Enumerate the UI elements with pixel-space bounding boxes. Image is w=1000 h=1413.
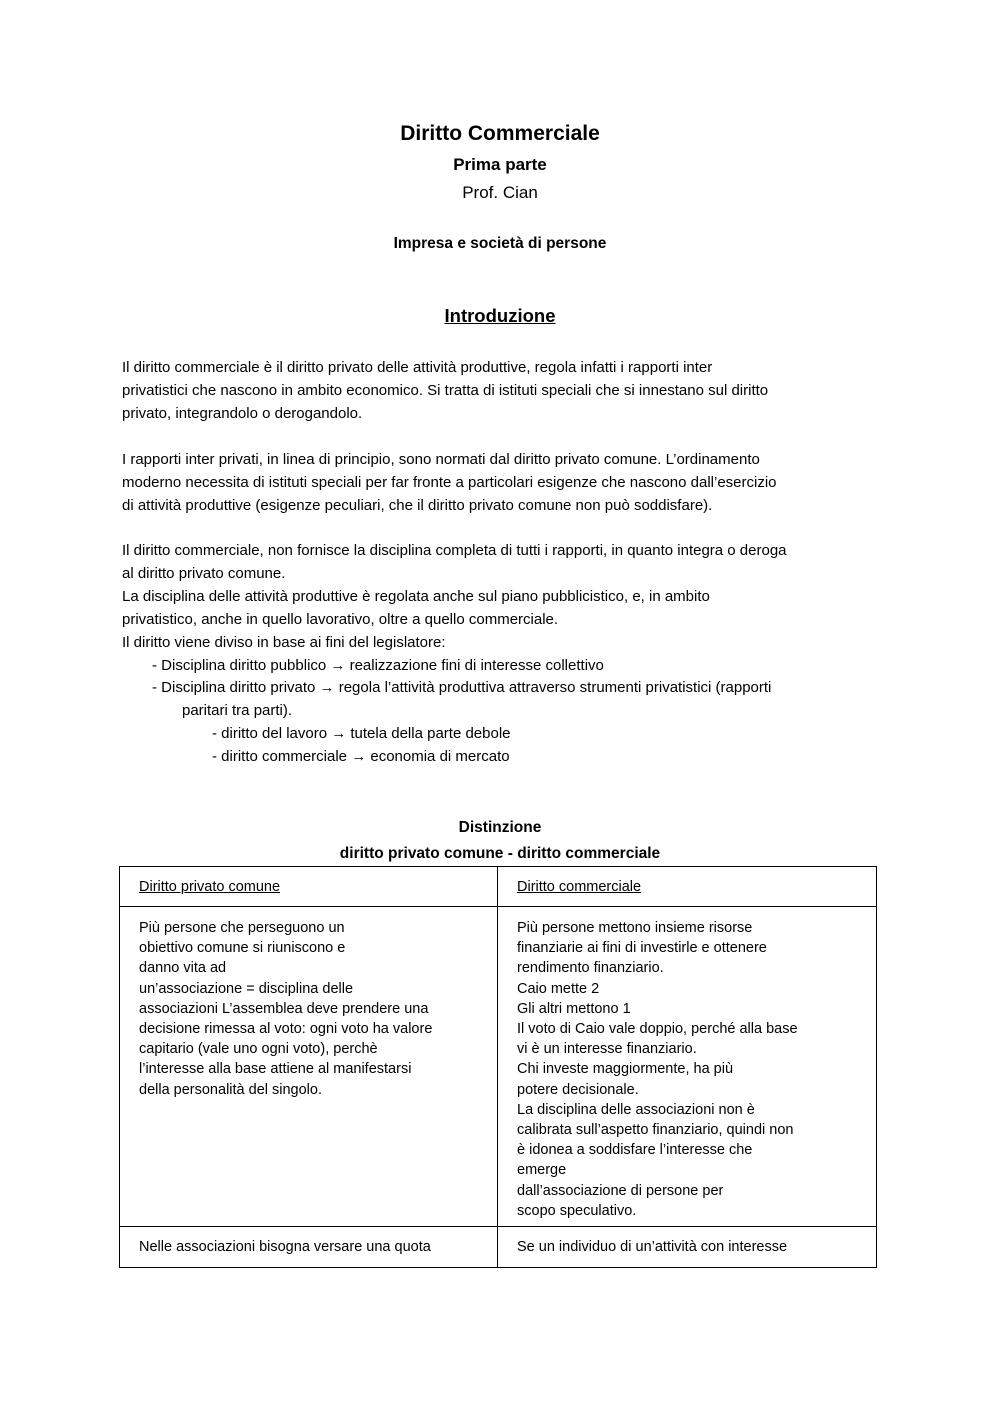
text-line: La disciplina delle attività produttive è regolata anche sul piano pubblicistico, e, in ambito [122,587,710,605]
text-line: I rapporti inter privati, in linea di principio, sono normati dal diritto privato comune. L’ordinamento [122,451,760,468]
document-title: Diritto Commerciale [400,122,600,145]
text-line: privatistico, anche in quello lavorativo, oltre a quello commerciale. [122,610,559,628]
table-row [120,1227,877,1268]
cell-line: decisione rimessa al voto: ogni voto ha valore [139,1021,433,1038]
table-cell-diritto-commerciale [498,907,877,1227]
text-line: moderno necessita di istituti speciali per far fronte a particolari esigenze che nascono dall’esercizio [122,473,777,491]
cell-line: Chi investe maggiormente, ha più [517,1061,734,1078]
cell-line: capitario (vale uno ogni voto), perchè [139,1041,378,1058]
text-line: Il diritto commerciale è il diritto privato delle attività produttive, regola infatti i rapporti inter [122,359,713,376]
cell-line: Caio mette 2 [517,980,600,997]
paragraph-rapporti [122,449,882,518]
cell-line: associazioni L’assemblea deve prendere una [139,1000,429,1017]
text-line: privato, integrandolo o derogandolo. [122,404,363,422]
table-header-row [120,867,877,907]
column-header-diritto-commerciale: Diritto commerciale [517,879,642,895]
sub-list-item: - diritto commerciale → economia di mercato [212,748,510,766]
cell-line: danno vita ad [139,960,227,977]
cell-line: un’associazione = disciplina delle [139,980,354,997]
column-header-diritto-privato: Diritto privato comune [139,879,281,895]
cell-line: vi è un interesse finanziario. [517,1041,697,1058]
document-subtitle: Prima parte [453,155,547,174]
cell-line: La disciplina delle associazioni non è [517,1101,755,1118]
cell-line: obiettivo comune si riuniscono e [139,940,346,957]
table-cell-diritto-commerciale [498,1227,877,1268]
table-row [120,907,877,1227]
cell-line: calibrata sull’aspetto finanziario, quindi non [517,1122,794,1139]
cell-line: potere decisionale. [517,1081,639,1098]
cell-line: Più persone mettono insieme risorse [517,920,753,936]
cell-line: emerge [517,1162,567,1179]
text-line: di attività produttive (esigenze peculiari, che il diritto privato comune non può soddisfare). [122,496,713,514]
table-title: Distinzione [458,819,542,836]
cell-line: Il voto di Caio vale doppio, perché alla base [517,1021,798,1038]
document-topic: Impresa e società di persone [393,235,607,252]
table-header-cell [120,867,498,907]
table-header-cell [498,867,877,907]
cell-line: finanziarie ai fini di investirle e ottenere [517,940,767,957]
text-line: Il diritto viene diviso in base ai fini del legislatore: [122,633,446,651]
cell-line: rendimento finanziario. [517,960,664,977]
cell-line: è idonea a soddisfare l’interesse che [517,1142,753,1159]
cell-line: della personalità del singolo. [139,1081,322,1098]
paragraph-intro [122,357,882,426]
table-cell-diritto-privato [120,1227,498,1268]
paragraph-disciplina [122,540,882,769]
cell-line: Se un individuo di un’attività con interesse [517,1239,788,1255]
text-line: privatistici che nascono in ambito economico. Si tratta di istituti speciali che si innestano sul diritto [122,381,769,399]
cell-line: Più persone che perseguono un [139,920,345,936]
table-subtitle: diritto privato comune - diritto commerciale [339,845,661,862]
list-item: - Disciplina diritto pubblico → realizzazione fini di interesse collettivo [152,656,604,674]
list-item: - Disciplina diritto privato → regola l’attività produttiva attraverso strumenti privatistici (rapporti [152,679,772,697]
comparison-table [119,866,877,1268]
cell-line: l’interesse alla base attiene al manifestarsi [139,1061,412,1078]
sub-list-item: - diritto del lavoro → tutela della parte debole [212,725,511,743]
list-item-continuation: paritari tra parti). [182,702,293,720]
cell-line: scopo speculativo. [517,1202,637,1219]
text-line: al diritto privato comune. [122,564,286,582]
table-cell-diritto-privato [120,907,498,1227]
cell-line: dall’associazione di persone per [517,1182,724,1199]
document-author: Prof. Cian [462,183,538,202]
cell-line: Nelle associazioni bisogna versare una quota [139,1239,431,1255]
text-line: Il diritto commerciale, non fornisce la disciplina completa di tutti i rapporti, in quanto integra o deroga [122,542,787,559]
cell-line: Gli altri mettono 1 [517,1000,631,1017]
section-heading: Introduzione [444,305,556,326]
